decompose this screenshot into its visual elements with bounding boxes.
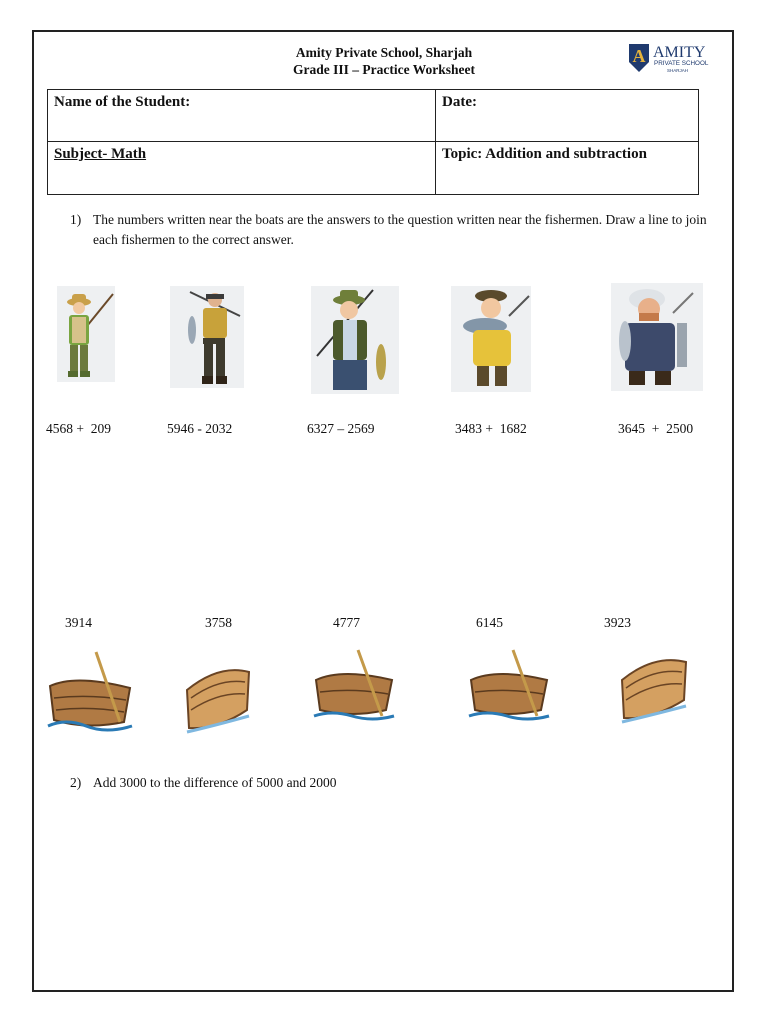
fisherman-3-image[interactable] (311, 286, 399, 394)
fisherman-5-image[interactable] (611, 283, 703, 391)
expression-4: 3483 + 1682 (455, 421, 527, 436)
student-info-table (47, 89, 699, 195)
question-2-number: 2) (70, 775, 82, 790)
question-1-text: The numbers written near the boats are the answers to the question written near the fishermen. Draw a line to join each fishermen to the correct answer. (93, 212, 707, 247)
answer-1: 3914 (65, 615, 92, 630)
answer-5: 3923 (604, 615, 631, 630)
logo-line2: SHARJAH (667, 68, 689, 73)
question-2-text: Add 3000 to the difference of 5000 and 2000 (93, 775, 337, 790)
subject-label: Subject- Math (54, 146, 147, 162)
boat-4-image[interactable] (467, 648, 551, 724)
amity-logo (627, 42, 719, 74)
boat-2-image[interactable] (183, 664, 253, 736)
topic-label: Topic: Addition and subtraction (442, 146, 647, 162)
subject-cell (48, 142, 436, 195)
name-label: Name of the Student: (54, 94, 191, 110)
expression-3: 6327 – 2569 (307, 421, 375, 436)
worksheet-title: Grade III – Practice Worksheet (293, 62, 475, 77)
question-1-number: 1) (70, 212, 82, 227)
answer-4: 6145 (476, 615, 503, 630)
fisherman-4-image[interactable] (451, 286, 531, 392)
logo-letter: A (632, 46, 646, 66)
boat-1-image[interactable] (46, 648, 134, 734)
school-name: Amity Private School, Sharjah (295, 45, 473, 60)
logo-name: AMITY (653, 44, 706, 61)
name-field[interactable] (48, 90, 436, 142)
logo-line1: PRIVATE SCHOOL (654, 60, 709, 67)
expression-1: 4568 + 209 (46, 421, 111, 436)
date-label: Date: (442, 94, 477, 110)
answer-2: 3758 (205, 615, 232, 630)
expression-5: 3645 + 2500 (618, 421, 694, 436)
answer-3: 4777 (333, 615, 360, 630)
boat-5-image[interactable] (618, 654, 690, 726)
date-field[interactable] (436, 90, 699, 142)
boat-3-image[interactable] (312, 648, 396, 722)
fisherman-2-image[interactable] (170, 286, 244, 388)
fisherman-1-image[interactable] (57, 286, 115, 382)
topic-cell (436, 142, 699, 195)
expression-2: 5946 - 2032 (167, 421, 233, 436)
